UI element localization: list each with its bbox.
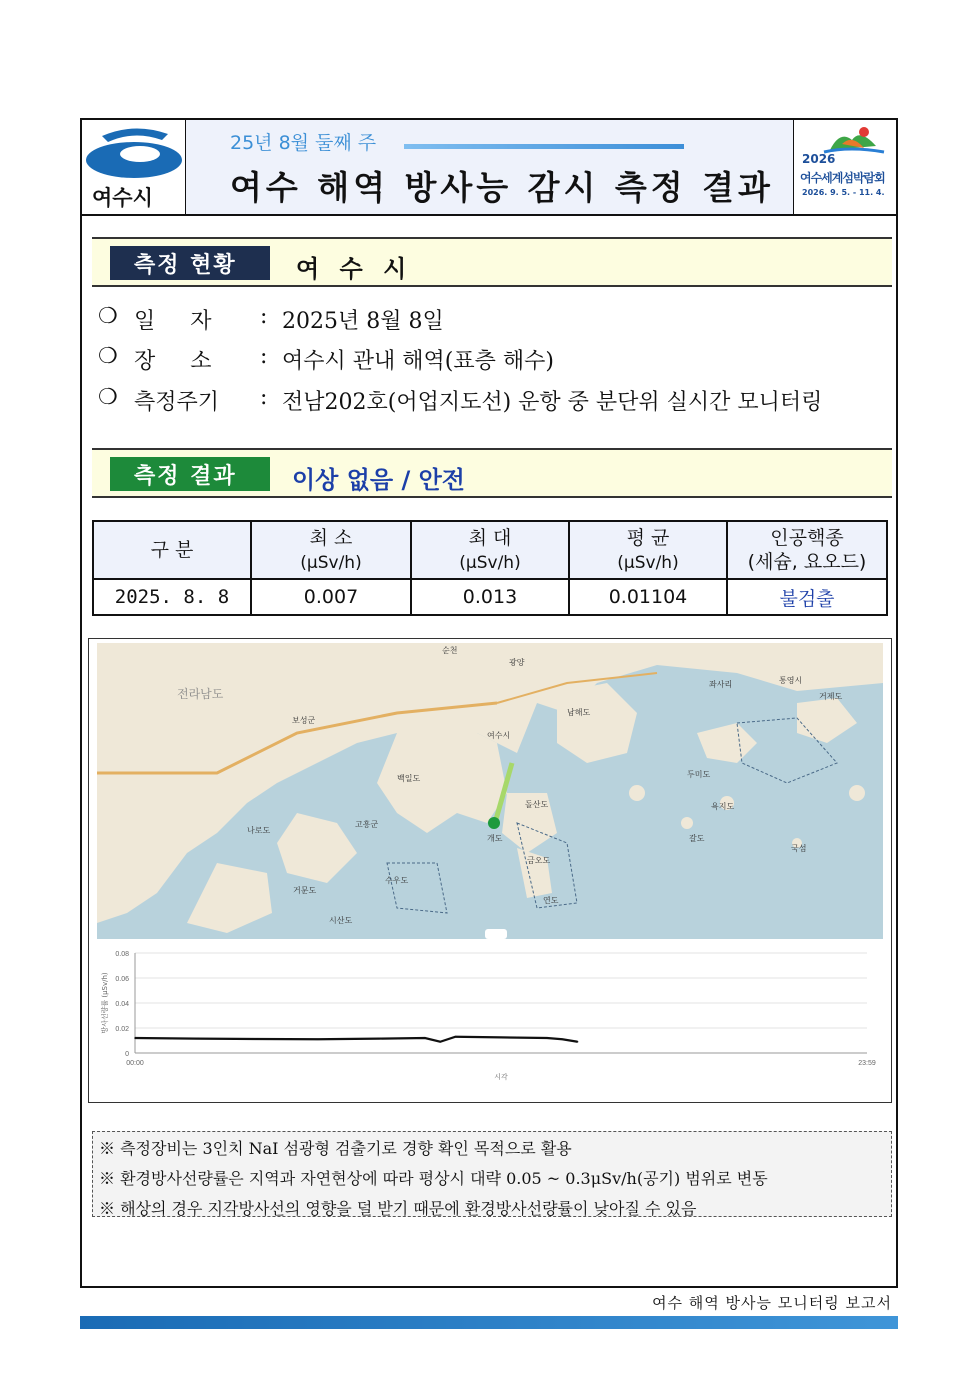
map-label: 국섬 [791, 844, 807, 853]
info-date-row: ❍ 일 자 : 2025년 8월 8일 [98, 304, 444, 334]
table-cell-date: 2025. 8. 8 [93, 579, 251, 615]
map-label: 순천 [442, 646, 458, 655]
note-line: ※ 환경방사선량률은 지역과 자연현상에 따라 평상시 대략 0.05 ~ 0.3μSv/h(공기) 범위로 변동 [99, 1169, 768, 1188]
map-label: 고흥군 [355, 820, 379, 829]
map-label: 남해도 [567, 708, 591, 717]
map-label: 나로도 [247, 826, 271, 835]
expo-year: 2026 [802, 152, 836, 166]
map-chart-panel [88, 638, 892, 1103]
table-header-row [93, 521, 887, 579]
measurement-table [92, 520, 888, 616]
map-label: 백일도 [397, 774, 421, 783]
yeosu-city-logo [82, 120, 186, 214]
result-value: 이상 없음 / 안전 [292, 466, 465, 494]
report-week: 25년 8월 둘째 주 [230, 132, 377, 154]
map-label: 좌사리 [709, 680, 733, 689]
bullet-circle-icon: ❍ [98, 385, 118, 410]
info-label: 일 자 [134, 309, 212, 334]
route-map[interactable] [97, 643, 883, 939]
note-line: ※ 측정장비는 3인치 NaI 섬광형 검출기로 경향 확인 목적으로 활용 [99, 1139, 572, 1158]
data-point [424, 1037, 426, 1039]
notes-box [92, 1131, 892, 1217]
map-label: 수우도 [385, 876, 409, 885]
series-line [135, 1037, 578, 1042]
expo-logo [794, 120, 896, 214]
data-point [134, 1037, 136, 1039]
data-point [561, 1038, 563, 1040]
report-header [82, 120, 896, 216]
expo-name: 여수세계섬박람회 [800, 171, 885, 185]
data-point [577, 1041, 579, 1043]
line-chart [97, 945, 883, 1095]
report-footer: 여수 해역 방사능 모니터링 보고서 [652, 1294, 892, 1312]
bullet-circle-icon: ❍ [98, 304, 118, 329]
map-label: 전라남도 [177, 687, 224, 701]
map-label: 통영시 [779, 676, 803, 685]
city-name: 여수시 [92, 186, 153, 210]
table-row [93, 579, 887, 615]
map-label: 여수시 [487, 731, 511, 740]
result-section-bar [92, 448, 892, 498]
table-header-cell: 평 균 (μSv/h) [569, 521, 727, 579]
data-point [439, 1041, 441, 1043]
data-point [546, 1037, 548, 1039]
x-tick-label: 23:59 [858, 1060, 876, 1067]
data-point [455, 1036, 457, 1038]
header-title-area [186, 120, 794, 214]
table-header-cell: 구 분 [93, 521, 251, 579]
result-tag: 측정 결과 [110, 457, 270, 491]
map-label: 광양 [509, 658, 525, 667]
map-label: 연도 [543, 896, 559, 905]
y-tick-label: 0.04 [115, 1001, 129, 1008]
table-header-cell: 최 소 (μSv/h) [251, 521, 411, 579]
info-value: 전남202호(어업지도선) 운항 중 분단위 실시간 모니터링 [282, 390, 823, 415]
map-label: 개도 [487, 834, 503, 843]
data-point [256, 1038, 258, 1040]
data-point [317, 1038, 319, 1040]
info-label: 측정주기 [134, 390, 220, 415]
yeosu-logo-icon [82, 120, 186, 180]
week-accent-bar [404, 144, 684, 149]
table-cell-avg: 0.01104 [569, 579, 727, 615]
map-labels [97, 643, 883, 939]
info-location-row: ❍ 장 소 : 여수시 관내 해역(표층 해수) [98, 344, 554, 374]
data-point [500, 1037, 502, 1039]
table-header-cell: 인공핵종 (세슘, 요오드) [727, 521, 887, 579]
map-label: 두미도 [687, 770, 711, 779]
report-frame [80, 118, 898, 1288]
table-cell-nuclide: 불검출 [727, 579, 887, 615]
info-value: 2025년 8월 8일 [282, 309, 444, 334]
info-cycle-row: ❍ 측정주기 : 전남202호(어업지도선) 운항 중 분단위 실시간 모니터링 [98, 385, 823, 415]
status-tag: 측정 현황 [110, 246, 270, 280]
map-label: 갈도 [689, 834, 705, 843]
status-section-bar [92, 237, 892, 287]
table-cell-min: 0.007 [251, 579, 411, 615]
map-label: 돌산도 [525, 800, 549, 809]
y-tick-label: 0 [125, 1051, 129, 1058]
status-value: 여 수 시 [296, 255, 413, 283]
note-line: ※ 해상의 경우 지각방사선의 영향을 덜 받기 때문에 환경방사선량률이 낮아질 수 있음 [99, 1199, 697, 1218]
bullet-circle-icon: ❍ [98, 344, 118, 369]
info-value: 여수시 관내 해역(표층 해수) [282, 349, 554, 374]
table-header-cell: 최 대 (μSv/h) [411, 521, 569, 579]
map-label: 시산도 [329, 916, 353, 925]
map-label: 거제도 [819, 692, 843, 701]
expo-dates: 2026. 9. 5. - 11. 4. [802, 188, 885, 197]
map-label: 금오도 [527, 856, 551, 865]
map-label: 욕지도 [711, 802, 735, 811]
expo-island-icon [794, 122, 896, 156]
table-cell-max: 0.013 [411, 579, 569, 615]
y-tick-label: 0.08 [115, 951, 129, 958]
x-axis-label: 시각 [494, 1073, 508, 1081]
map-label: 보성군 [292, 716, 316, 725]
y-tick-label: 0.02 [115, 1026, 129, 1033]
dose-rate-chart [97, 945, 883, 1095]
y-axis-label: 방사선량률 (μSv/h) [101, 972, 109, 1034]
report-title: 여수 해역 방사능 감시 측정 결과 [230, 168, 774, 207]
map-label: 거문도 [293, 886, 317, 895]
y-tick-label: 0.06 [115, 976, 129, 983]
data-point [195, 1038, 197, 1040]
info-label: 장 소 [134, 349, 212, 374]
data-point [378, 1038, 380, 1040]
footer-bar [80, 1316, 898, 1329]
x-tick-label: 00:00 [126, 1060, 144, 1067]
